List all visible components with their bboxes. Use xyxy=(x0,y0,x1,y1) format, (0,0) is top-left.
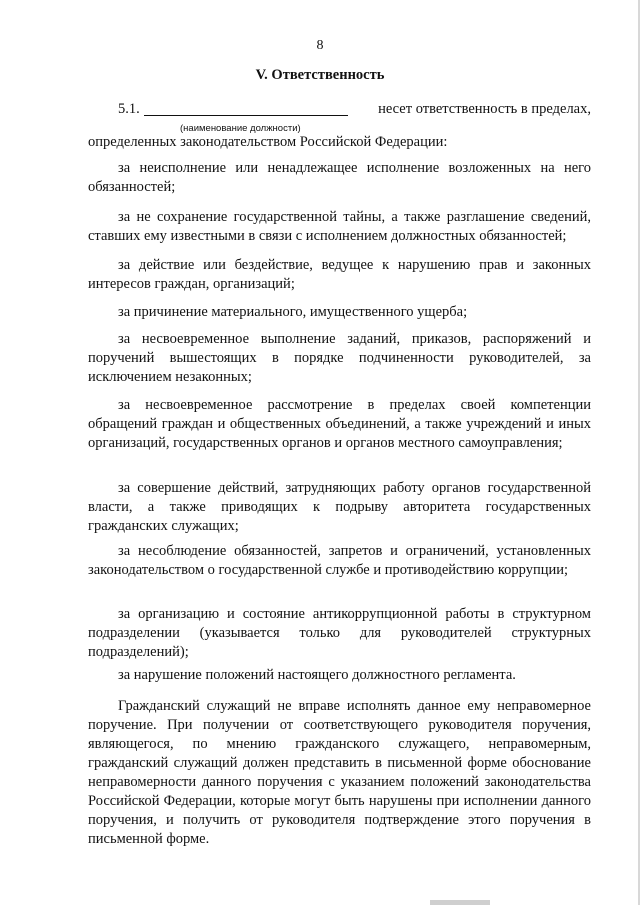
list-item: за несвоевременное выполнение заданий, приказов, распоряжений и поручений вышестоящих в порядке подчиненности руководителей, за исключением незаконных; xyxy=(88,331,591,385)
section-title: V. Ответственность xyxy=(255,67,385,83)
list-item: за несвоевременное рассмотрение в пределах своей компетенции обращений граждан и общественных объединений, а также учреждений и иных организаций, государственных органов и органов местного самоуправления; xyxy=(88,397,591,451)
list-item: за неисполнение или ненадлежащее исполнение возложенных на него обязанностей; xyxy=(88,160,591,195)
list-item: за нарушение положений настоящего должностного регламента. xyxy=(118,667,516,683)
list-item: за причинение материального, имущественного ущерба; xyxy=(118,304,468,320)
intro-second-line: определенных законодательством Российской Федерации: xyxy=(88,134,448,150)
scan-mark xyxy=(430,900,490,905)
closing-paragraph: Гражданский служащий не вправе исполнять данное ему неправомерное поручение. При получении от соответствующего руководителя поручения, являющегося, по мнению гражданского служащего, неправомерным, гражданский служащий должен представить в письменной форме обоснование неправомерности данного поручения с указанием положений законодательства Российской Федерации, которые могут быть нарушены при исполнении данного поручения, и получить от руководителя подтверждение этого поручения в письменной форме. xyxy=(88,698,591,847)
clause-number: 5.1. xyxy=(118,101,140,117)
page-number: 8 xyxy=(316,38,324,53)
list-item: за организацию и состояние антикоррупционной работы в структурном подразделении (указывается только для руководителей структурных подразделений); xyxy=(88,606,591,660)
position-hint: (наименование должности) xyxy=(180,123,301,134)
list-item: за совершение действий, затрудняющих работу органов государственной власти, а также приводящих к подрыву авторитета государственных гражданских служащих; xyxy=(88,480,591,534)
list-item: за действие или бездействие, ведущее к нарушению прав и законных интересов граждан, организаций; xyxy=(88,257,591,292)
list-item: за не сохранение государственной тайны, а также разглашение сведений, ставших ему известными в связи с исполнением должностных обязанностей; xyxy=(88,209,591,244)
list-item: за несоблюдение обязанностей, запретов и ограничений, установленных законодательством о государственной службе и противодействию коррупции; xyxy=(88,543,591,578)
position-blank-line xyxy=(144,115,348,116)
intro-text: несет ответственность в пределах, xyxy=(378,101,591,117)
